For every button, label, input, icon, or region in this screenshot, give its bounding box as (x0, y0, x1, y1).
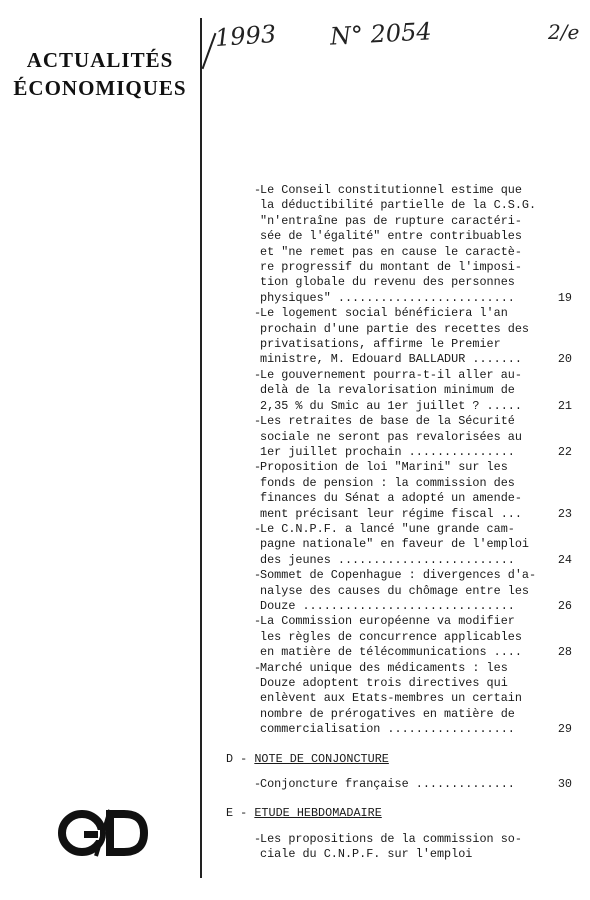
toc-entry-line: fonds de pension : la commission des (260, 475, 515, 490)
toc-entry: - Les retraites de base de la Sécurité sociale ne seront pas revalorisées au 1er juillet prochain ............... 22 (254, 414, 572, 459)
handwritten-year: 1993 (214, 19, 277, 53)
toc-entry-line: Les retraites de base de la Sécurité (260, 414, 515, 429)
toc-page-number: 26 (557, 598, 572, 613)
section-e-title: ETUDE HEBDOMADAIRE (254, 806, 382, 821)
toc-page-number: 23 (557, 506, 572, 521)
gd-logo (58, 808, 150, 858)
toc-entry-line: La Commission européenne va modifier (260, 614, 515, 629)
toc-entry-line: ciale du C.N.P.F. sur l'emploi (260, 847, 473, 862)
toc-entry-line: 1er juillet prochain ............... (260, 444, 515, 459)
toc-page-number: 29 (557, 722, 572, 737)
toc-page-number: 24 (557, 552, 572, 567)
toc-entry-line: physiques" ......................... (260, 290, 515, 305)
toc-entry-line: finances du Sénat a adopté un amende- (260, 491, 522, 506)
toc-entry-line: Le Conseil constitutionnel estime que (260, 183, 522, 197)
toc-entry-line: "n'entraîne pas de rupture caractéri- (260, 213, 522, 228)
toc-entry-line: en matière de télécommunications .... (260, 645, 522, 660)
toc-entry: - Les propositions de la commission so- ciale du C.N.P.F. sur l'emploi (254, 831, 522, 862)
toc-page-number: 28 (557, 645, 572, 660)
toc-entry-line: Le gouvernement pourra-t-il aller au- (260, 367, 522, 382)
toc-entry-line: pagne nationale" en faveur de l'emploi (260, 537, 530, 552)
toc-entry-line: prochain d'une partie des recettes des (260, 321, 530, 336)
toc-entry-line: Le logement social bénéficiera l'an (260, 306, 508, 321)
toc-entry: - Proposition de loi "Marini" sur les fonds de pension : la commission des finances du Sénat a adopté un amende- ment précisant leur régime fiscal ... 23 (254, 460, 572, 521)
toc-entry: - Le C.N.P.F. a lancé "une grande cam- pagne nationale" en faveur de l'emploi des jeunes ......................... 24 (254, 521, 572, 567)
handwritten-page-mark: 2/e (548, 20, 580, 44)
toc-entry-line: nalyse des causes du chômage entre les (260, 583, 530, 598)
toc-entry-line: Conjoncture française .............. (260, 777, 515, 792)
section-d-title: NOTE DE CONJONCTURE (254, 751, 389, 766)
toc-entry-line: la déductibilité partielle de la C.S.G. (260, 198, 537, 213)
toc-entries (226, 183, 586, 738)
toc-entry-line: les règles de concurrence applicables (260, 629, 522, 644)
toc-entry: - Le gouvernement pourra-t-il aller au- delà de la revalorisation minimum de 2,35 % du Smic au 1er juillet ? ..... 21 (254, 367, 572, 413)
toc-page-number: 20 (557, 352, 572, 367)
toc-entry-line: Les propositions de la commission so- (260, 831, 522, 846)
toc-entry-line: delà de la revalorisation minimum de (260, 383, 515, 398)
toc-entry-line: enlèvent aux Etats-membres un certain (260, 691, 522, 706)
toc-entry-line: Douze adoptent trois directives qui (260, 676, 508, 690)
toc-page-number: 30 (557, 777, 572, 792)
section-e-items (226, 832, 586, 863)
toc-entry-line: Douze .............................. (260, 598, 515, 613)
toc-entry-line: Sommet de Copenhague : divergences d'a- (260, 568, 537, 583)
section-e-heading: E - ETUDE HEBDOMADAIRE (226, 806, 382, 821)
toc-entry-line: privatisations, affirme le Premier (260, 337, 501, 352)
section-d-items (226, 777, 586, 792)
table-of-contents (226, 183, 586, 863)
toc-entry-line: sociale ne seront pas revalorisées au (260, 429, 522, 444)
toc-entry-line: Proposition de loi "Marini" sur les (260, 460, 508, 475)
toc-entry: - La Commission européenne va modifier les règles de concurrence applicables en matière de télécommunications .... 28 (254, 614, 572, 660)
toc-entry-line: Marché unique des médicaments : les (260, 660, 508, 675)
toc-page-number: 22 (557, 444, 572, 459)
toc-entry-line: re progressif du montant de l'imposi- (260, 260, 522, 275)
handwritten-number: N° 2054 (329, 17, 433, 51)
masthead-line-2: ÉCONOMIQUES (13, 76, 187, 100)
toc-entry-line: sée de l'égalité" entre contribuables (260, 229, 522, 244)
toc-entry: - Le logement social bénéficiera l'an prochain d'une partie des recettes des privatisations, affirme le Premier ministre, M. Edouard BALLADUR ....... 20 (254, 306, 572, 367)
toc-entry-line: tion globale du revenu des personnes (260, 275, 515, 290)
toc-entry-line: commercialisation .................. (260, 722, 515, 737)
column-divider (200, 18, 202, 878)
toc-entry: - Sommet de Copenhague : divergences d'a- nalyse des causes du chômage entre les Douze .............................. 26 (254, 568, 572, 613)
toc-entry-line: ministre, M. Edouard BALLADUR ....... (260, 352, 522, 367)
logo-text: G/D (104, 838, 106, 839)
toc-page-number: 21 (557, 398, 572, 413)
toc-entry-line: et "ne remet pas en cause le caractè- (260, 244, 522, 259)
section-d-heading: D - NOTE DE CONJONCTURE (226, 751, 389, 766)
toc-entry-line: nombre de prérogatives en matière de (260, 706, 515, 721)
toc-entry: - Conjoncture française .............. 30 (254, 777, 572, 792)
toc-entry: - Marché unique des médicaments : les Douze adoptent trois directives qui enlèvent aux Etats-membres un certain nombre de prérogatives en matière de commercialisation .................. 29 (254, 660, 572, 737)
toc-entry: - Le Conseil constitutionnel estime que la déductibilité partielle de la C.S.G. "n'entraîne pas de rupture caractéri- sée de l'égalité" entre contribuables et "ne remet pas en cause le caractè- re progressif du montant de l'imposi- tion globale du revenu des personnes physiques" ......................... 19 (254, 183, 572, 305)
masthead-line-1: ACTUALITÉS (26, 48, 174, 72)
toc-entry-line: Le C.N.P.F. a lancé "une grande cam- (260, 521, 515, 536)
masthead (0, 46, 200, 102)
toc-entry-line: ment précisant leur régime fiscal ... (260, 506, 522, 521)
toc-page-number: 19 (557, 290, 572, 305)
toc-entry-line: des jeunes ......................... (260, 552, 515, 567)
toc-entry-line: 2,35 % du Smic au 1er juillet ? ..... (260, 398, 522, 413)
